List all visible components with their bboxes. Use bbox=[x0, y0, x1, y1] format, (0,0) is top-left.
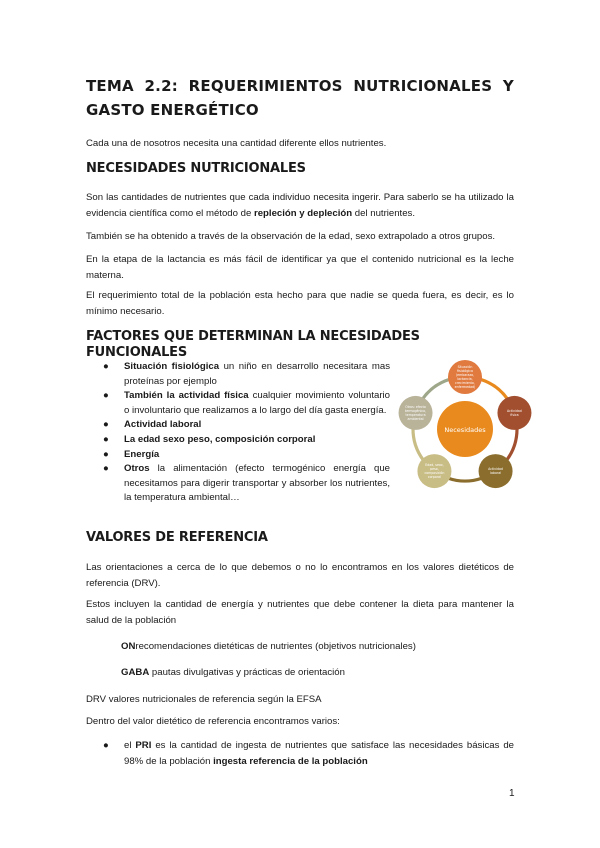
factores-list bbox=[86, 360, 390, 506]
diagram-connector-arc bbox=[413, 428, 423, 460]
pri-list bbox=[86, 738, 514, 770]
necesidades-paragraph-2: También se ha obtenido a través de la observación de la edad, sexo extrapolado a otros grupos. bbox=[86, 231, 496, 242]
needs-cycle-diagram bbox=[395, 356, 535, 496]
diagram-connector-arc bbox=[507, 428, 517, 460]
page-number: 1 bbox=[509, 788, 515, 799]
diagram-connector-arc bbox=[448, 478, 482, 481]
drv-paragraph: DRV valores nutricionales de referencia según la EFSA bbox=[86, 694, 322, 705]
diagram-node-label: Otros: efecto termogénico, temperatura ambiental bbox=[404, 404, 427, 421]
valores-paragraph-2: Estos incluyen la cantidad de energía y nutrientes que debe contener la dieta para mantener la salud de la población bbox=[86, 599, 514, 626]
page-title: TEMA 2.2: REQUERIMIENTOS NUTRICIONALES Y GASTO ENERGÉTICO bbox=[86, 77, 514, 119]
list-item: ● Situación fisiológica un niño en desarrollo necesitara mas proteínas por ejemplo bbox=[103, 361, 390, 387]
diagram-node-label: Edad, sexo, peso, composición corporal bbox=[424, 463, 445, 480]
valores-paragraph-1: Las orientaciones a cerca de lo que debemos o no lo encontramos en los valores dietéticos de referencia (DRV). bbox=[86, 562, 514, 589]
gaba-item: GABA pautas divulgativas y prácticas de orientación bbox=[121, 667, 345, 678]
list-item: ● También la actividad física cualquier movimiento voluntario o involuntario que realizamos a lo largo del día gasta energía. bbox=[103, 390, 390, 416]
list-item: ● Energía bbox=[103, 448, 160, 460]
necesidades-paragraph-1: Son las cantidades de nutrientes que cada individuo necesita ingerir. Para saberlo se ha utilizado la evidencia científica como el método de repleción y depleción del nutrientes. bbox=[86, 192, 514, 219]
list-item: ● el PRI es la cantidad de ingesta de nutrientes que satisface las necesidades básicas de 98% de la población ingesta referencia de la población bbox=[103, 740, 514, 767]
diagram-center-label: Necesidades bbox=[444, 426, 486, 434]
diagram-node-label: Actividad física bbox=[507, 408, 522, 417]
necesidades-paragraph-4: El requerimiento total de la población esta hecho para que nadie se queda fuera, es decir, es lo mínimo necesario. bbox=[86, 290, 514, 317]
valores-paragraph-4: Dentro del valor dietético de referencia encontramos varios: bbox=[86, 716, 340, 727]
list-item: ● Otros la alimentación (efecto termogénico energía que necesitamos para digerir transportar y absorber los nutrientes, la temperatura ambiental… bbox=[103, 463, 390, 504]
list-item: ● Actividad laboral bbox=[103, 419, 202, 431]
diagram-node-label: Actividad laboral bbox=[488, 467, 503, 476]
diagram-node-label: Situación fisiológica (embarazo, lactancia, crecimiento, enfermedad) bbox=[454, 365, 476, 389]
intro-paragraph: Cada una de nosotros necesita una cantidad diferente ellos nutrientes. bbox=[86, 138, 387, 149]
diagram-connector-arc bbox=[423, 379, 450, 399]
section-heading-necesidades: NECESIDADES NUTRICIONALES bbox=[86, 161, 306, 176]
necesidades-paragraph-3: En la etapa de la lactancia es más fácil de identificar ya que el contenido nutricional es la leche materna. bbox=[86, 254, 514, 281]
section-heading-factores: FACTORES QUE DETERMINAN LA NECESIDADES FUNCIONALES bbox=[86, 329, 420, 360]
diagram-connector-arc bbox=[480, 379, 507, 399]
section-heading-valores: VALORES DE REFERENCIA bbox=[86, 530, 268, 545]
list-item: ● La edad sexo peso, composición corporal bbox=[103, 433, 316, 445]
on-item: ONrecomendaciones dietéticas de nutrientes (objetivos nutricionales) bbox=[121, 641, 416, 652]
